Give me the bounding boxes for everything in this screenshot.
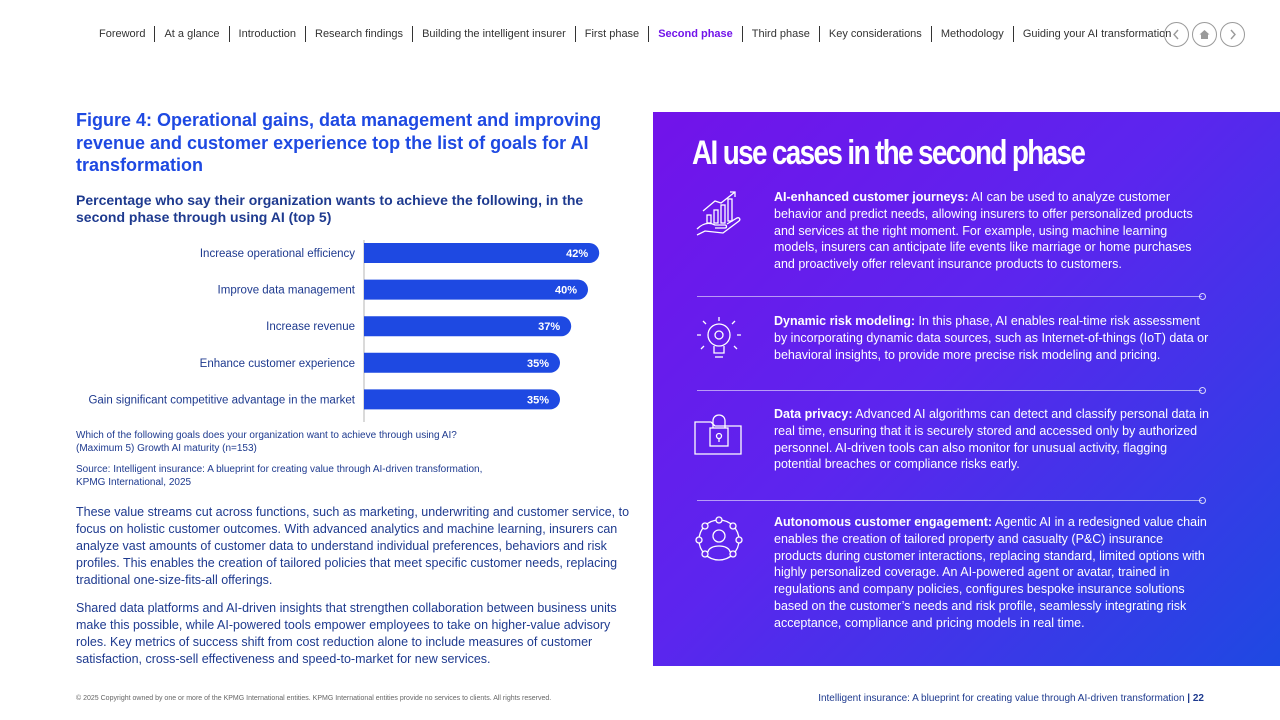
footer-document-title	[818, 693, 1204, 704]
use-case-body: Advanced AI algorithms can detect and classify personal data in real time, ensuring that it is securely stored and accessed only by authorized personnel. AI-driven tools can also monitor for unusual activity, flagging potential breaches or compliance risks early.	[774, 407, 1209, 472]
nav-item-second-phase[interactable]: Second phase	[648, 26, 742, 42]
source-line: Source: Intelligent insurance: A blueprint for creating value through AI-driven transformation,	[76, 464, 483, 475]
copyright-notice: © 2025 Copyright owned by one or more of the KPMG International entities. KPMG International entities provide no services to clients. All rights reserved.	[76, 695, 552, 702]
sample-line: (Maximum 5) Growth AI maturity (n=153)	[76, 443, 257, 454]
use-case-text	[774, 313, 1209, 363]
chevron-right-icon	[1226, 28, 1239, 41]
category-label: Improve data management	[217, 284, 355, 297]
nav-item-foreword[interactable]: Foreword	[99, 28, 146, 40]
nav-item-key-considerations[interactable]: Key considerations	[819, 26, 931, 42]
figure-title: Figure 4: Operational gains, data management and improving revenue and customer experience top the list of goals for AI transformation	[76, 110, 602, 175]
nav-item-research-findings[interactable]: Research findings	[305, 26, 412, 42]
use-case-text	[774, 514, 1209, 632]
next-page-button[interactable]	[1220, 22, 1245, 47]
nav-item-first-phase[interactable]: First phase	[575, 26, 648, 42]
body-paragraph-2: Shared data platforms and AI-driven insights that strengthen collaboration between business units make this possible, while AI-powered tools empower employees to take on higher-value advisory roles. Key metrics of success shift from cost reduction alone to include measures of customer satisfaction, cross-sell effectiveness and speed-to-market for new services.	[76, 601, 617, 666]
nav-item-at-a-glance[interactable]: At a glance	[154, 26, 228, 42]
use-case-text	[774, 189, 1209, 273]
use-case-text	[774, 406, 1209, 473]
source-publisher-line: KPMG International, 2025	[76, 477, 192, 488]
bar-chart-svg	[76, 240, 636, 425]
folder-lock-icon	[693, 406, 745, 458]
nav-item-guiding-ai-transformation[interactable]: Guiding your AI transformation	[1013, 26, 1181, 42]
divider	[697, 390, 1202, 391]
category-label: Gain significant competitive advantage in the market	[88, 394, 355, 407]
divider	[697, 296, 1202, 297]
top-navigation	[90, 22, 1180, 46]
category-label: Increase operational efficiency	[199, 248, 355, 260]
nav-item-third-phase[interactable]: Third phase	[742, 26, 819, 42]
divider	[697, 500, 1202, 501]
category-label: Enhance customer experience	[199, 357, 355, 370]
home-button[interactable]	[1192, 22, 1217, 47]
use-case-body: AI can be used to analyze customer behavior and predict needs, allowing insurers to offer personalized products and services at the right moment. For example, using machine learning models, insurers can anticipate life events like marriage or home purchases and proactively offer relevant insurance products to customers.	[774, 190, 1193, 272]
footer-separator: |	[1184, 693, 1193, 704]
category-label: Increase revenue	[266, 321, 355, 334]
growth-chart-hand-icon	[693, 189, 745, 241]
nav-item-building-intelligent-insurer[interactable]: Building the intelligent insurer	[412, 26, 575, 42]
use-case-heading: Data privacy:	[774, 407, 853, 421]
use-case-heading: Dynamic risk modeling:	[774, 314, 916, 328]
bar-value-label: 35%	[526, 357, 549, 370]
previous-page-button[interactable]	[1164, 22, 1189, 47]
nav-item-methodology[interactable]: Methodology	[931, 26, 1013, 42]
use-cases-panel	[653, 112, 1280, 666]
use-case-heading: Autonomous customer engagement:	[774, 515, 993, 529]
question-line: Which of the following goals does your organization want to achieve through using AI?	[76, 430, 457, 441]
lightbulb-gear-icon	[693, 313, 745, 365]
bar-value-label: 40%	[554, 284, 577, 297]
figure-source	[76, 463, 596, 489]
body-paragraph-1: These value streams cut across functions, such as marketing, underwriting and customer service, to focus on holistic customer outcomes. With advanced analytics and machine learning, insurers can analyze vast amounts of customer data to understand individual preferences, behaviors and risk profiles. This enables the creation of tailored policies that meet specific customer needs, replacing traditional one-size-fits-all offerings.	[76, 505, 630, 587]
use-case-body: In this phase, AI enables real-time risk assessment by incorporating dynamic data sources, such as Internet-of-things (IoT) data or behavioral insights, to provide more precise risk modeling and pricing.	[774, 314, 1209, 362]
nav-item-introduction[interactable]: Introduction	[229, 26, 305, 42]
use-case-body: Agentic AI in a redesigned value chain enables the creation of tailored property and casualty (P&C) insurance products during customer interactions, replacing standard, limited options with highly personalized coverage. An AI-powered agent or avatar, trained in regulations and company policies, configures bespoke insurance solutions based on the customer’s needs and risk profile, seamlessly integrating risk acceptance, compliance and pricing models in real time.	[774, 515, 1207, 630]
bar	[364, 243, 599, 263]
footer-title-text: Intelligent insurance: A blueprint for creating value through AI-driven transformation	[818, 693, 1185, 704]
person-network-icon	[693, 514, 745, 566]
figure-question-note	[76, 429, 596, 455]
bar-value-label: 42%	[566, 248, 589, 260]
bar-value-label: 35%	[526, 394, 549, 407]
home-icon	[1198, 28, 1211, 41]
chevron-left-icon	[1170, 28, 1183, 41]
page-number: 22	[1192, 693, 1204, 704]
use-case-heading: AI-enhanced customer journeys:	[774, 190, 969, 204]
panel-title: AI use cases in the second phase	[692, 134, 1085, 172]
figure-subtitle: Percentage who say their organization wants to achieve the following, in the second phase through using AI (top 5)	[76, 192, 584, 225]
bar-value-label: 37%	[538, 321, 561, 334]
goals-bar-chart	[76, 240, 636, 425]
